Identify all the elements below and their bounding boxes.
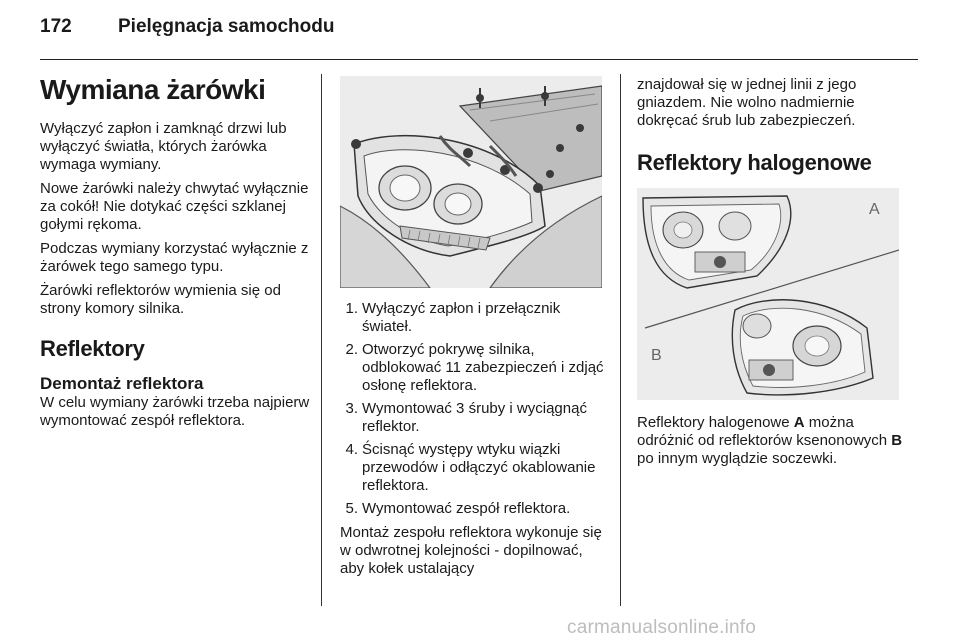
section-title-reflektory: Reflektory xyxy=(40,336,145,361)
page-number: 172 xyxy=(40,16,72,37)
caption-text: po innym wyglądzie soczewki. xyxy=(637,450,838,467)
step-number: 2. xyxy=(345,341,358,358)
paragraph: Żarówki reflektorów wymienia się od strony komory silnika. xyxy=(40,282,281,317)
list-item xyxy=(340,341,610,395)
closing-text: Montaż zespołu reflektora wykonuje się w odwrotnej kolejności - dopilnować, aby kołek ustalający xyxy=(340,524,602,577)
caption-text: można odróżnić od reflektorów ksenonowych xyxy=(637,414,892,449)
step-text: Wymontować zespół reflektora. xyxy=(362,500,571,517)
column-divider-1 xyxy=(321,74,322,606)
chapter-title: Pielęgnacja samochodu xyxy=(118,16,335,37)
page-header xyxy=(40,16,334,38)
step-number: 4. xyxy=(345,441,358,458)
column-divider-2 xyxy=(620,74,621,606)
step-text: Wymontować 3 śruby i wyciągnąć reflektor. xyxy=(362,400,587,435)
list-item xyxy=(340,300,610,336)
headlight-removal-illustration xyxy=(340,76,602,288)
caption-text: Reflektory halogenowe xyxy=(637,414,794,431)
figure-caption xyxy=(637,414,907,468)
figure-label-b: B xyxy=(651,347,662,364)
column-1 xyxy=(40,74,310,436)
paragraph: Wyłączyć zapłon i zamknąć drzwi lub wyłączyć światła, których żarówka wymaga wymiany. xyxy=(40,120,287,173)
step-number: 3. xyxy=(345,400,358,417)
step-number: 1. xyxy=(345,300,358,317)
caption-letter-b: B xyxy=(891,432,903,449)
continued-text: znajdował się w jednej linii z jego gniazdem. Nie wolno nadmiernie dokręcać śrub lub zabezpieczeń. xyxy=(637,76,857,129)
main-title: Wymiana żarówki xyxy=(40,74,266,105)
column-2 xyxy=(340,76,610,584)
watermark: carmanualsonline.info xyxy=(567,617,757,638)
caption-letter-a: A xyxy=(793,414,805,431)
list-item xyxy=(340,400,610,436)
step-text: Ścisnąć występy wtyku wiązki przewodów i odłączyć okablowanie reflektora. xyxy=(362,441,596,494)
step-text: Otworzyć pokrywę silnika, odblokować 11 zabezpieczeń i zdjąć osłonę reflektora. xyxy=(362,341,604,394)
headlight-comparison-illustration xyxy=(637,188,899,400)
step-number: 5. xyxy=(345,500,358,517)
subsection-text: W celu wymiany żarówki trzeba najpierw wymontować zespół reflektora. xyxy=(40,394,310,429)
figure-label-a: A xyxy=(869,201,880,218)
column-3 xyxy=(637,76,907,474)
list-item xyxy=(340,500,610,518)
subsection-title: Demontaż reflektora xyxy=(40,374,204,393)
paragraph: Nowe żarówki należy chwytać wyłącznie za cokół! Nie dotykać części szklanej gołymi rękoma. xyxy=(40,180,309,233)
steps-list xyxy=(340,300,610,518)
list-item xyxy=(340,441,610,495)
step-text: Wyłączyć zapłon i przełącznik świateł. xyxy=(362,300,561,335)
paragraph: Podczas wymiany korzystać wyłącznie z żarówek tego samego typu. xyxy=(40,240,309,275)
header-rule xyxy=(40,59,918,60)
section-title-halogen: Reflektory halogenowe xyxy=(637,150,872,175)
